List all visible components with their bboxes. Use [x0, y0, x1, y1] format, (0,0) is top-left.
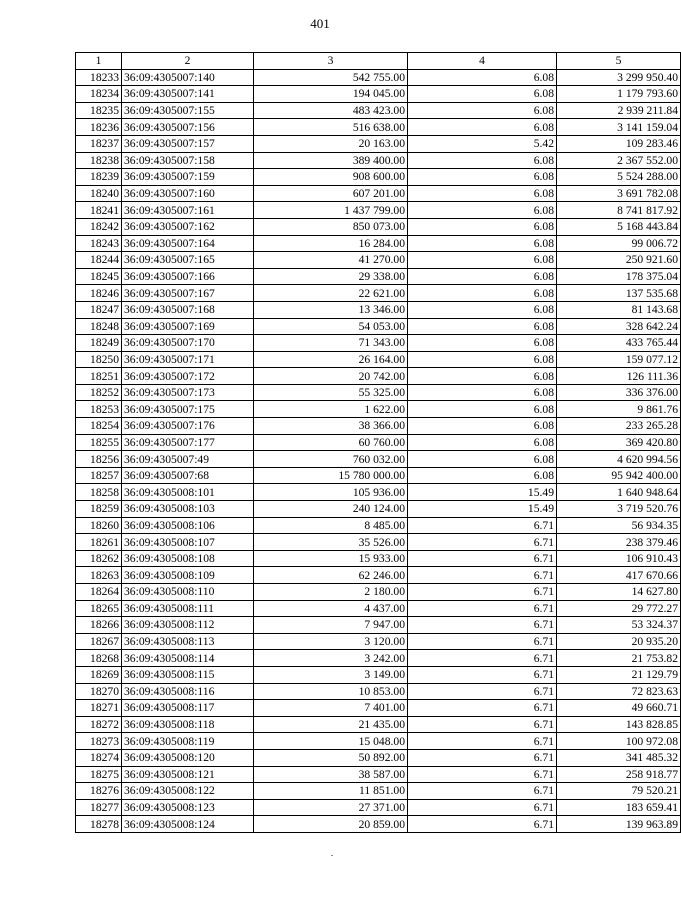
cadastral-number-cell: 36:09:4305007:173	[122, 384, 254, 401]
rate-cell: 6.08	[408, 102, 557, 119]
rate-cell: 6.71	[408, 633, 557, 650]
row-number-cell: 18271	[76, 700, 122, 717]
area-cell: 389 400.00	[254, 152, 408, 169]
area-cell: 13 346.00	[254, 301, 408, 318]
area-cell: 8 485.00	[254, 517, 408, 534]
cadastral-number-cell: 36:09:4305007:157	[122, 135, 254, 152]
cadastral-number-cell: 36:09:4305007:156	[122, 119, 254, 136]
table-row	[76, 567, 681, 584]
table-row	[76, 666, 681, 683]
table-row	[76, 816, 681, 833]
rate-cell: 6.08	[408, 318, 557, 335]
area-cell: 26 164.00	[254, 351, 408, 368]
area-cell: 35 526.00	[254, 534, 408, 551]
area-cell: 1 437 799.00	[254, 202, 408, 219]
row-number-cell: 18259	[76, 501, 122, 518]
value-cell: 258 918.77	[557, 766, 681, 783]
cadastral-number-cell: 36:09:4305007:164	[122, 235, 254, 252]
value-cell: 106 910.43	[557, 550, 681, 567]
cadastral-number-cell: 36:09:4305007:171	[122, 351, 254, 368]
value-cell: 21 129.79	[557, 666, 681, 683]
cadastral-number-cell: 36:09:4305007:165	[122, 252, 254, 269]
table-row	[76, 218, 681, 235]
row-number-cell: 18244	[76, 252, 122, 269]
rate-cell: 6.08	[408, 252, 557, 269]
rate-cell: 6.71	[408, 584, 557, 601]
row-number-cell: 18240	[76, 185, 122, 202]
value-cell: 183 659.41	[557, 799, 681, 816]
cadastral-number-cell: 36:09:4305007:166	[122, 268, 254, 285]
value-cell: 336 376.00	[557, 384, 681, 401]
cadastral-number-cell: 36:09:4305008:120	[122, 749, 254, 766]
rate-cell: 6.71	[408, 783, 557, 800]
table-row	[76, 301, 681, 318]
area-cell: 55 325.00	[254, 384, 408, 401]
table-row	[76, 318, 681, 335]
row-number-cell: 18247	[76, 301, 122, 318]
rate-cell: 6.08	[408, 351, 557, 368]
area-cell: 1 622.00	[254, 401, 408, 418]
row-number-cell: 18253	[76, 401, 122, 418]
value-cell: 139 963.89	[557, 816, 681, 833]
table-row	[76, 683, 681, 700]
cadastral-number-cell: 36:09:4305008:112	[122, 617, 254, 634]
area-cell: 27 371.00	[254, 799, 408, 816]
value-cell: 238 379.46	[557, 534, 681, 551]
table-row	[76, 700, 681, 717]
rate-cell: 6.71	[408, 600, 557, 617]
row-number-cell: 18254	[76, 418, 122, 435]
value-cell: 79 520.21	[557, 783, 681, 800]
row-number-cell: 18274	[76, 749, 122, 766]
cadastral-number-cell: 36:09:4305008:119	[122, 733, 254, 750]
rate-cell: 6.08	[408, 202, 557, 219]
row-number-cell: 18257	[76, 467, 122, 484]
cadastral-number-cell: 36:09:4305008:109	[122, 567, 254, 584]
table-row	[76, 799, 681, 816]
row-number-cell: 18252	[76, 384, 122, 401]
value-cell: 4 620 994.56	[557, 451, 681, 468]
table-row	[76, 235, 681, 252]
rate-cell: 6.08	[408, 268, 557, 285]
table-row	[76, 351, 681, 368]
rate-cell: 6.08	[408, 235, 557, 252]
row-number-cell: 18250	[76, 351, 122, 368]
row-number-cell: 18251	[76, 368, 122, 385]
value-cell: 341 485.32	[557, 749, 681, 766]
cadastral-number-cell: 36:09:4305007:140	[122, 69, 254, 86]
table-row	[76, 185, 681, 202]
area-cell: 38 587.00	[254, 766, 408, 783]
rate-cell: 6.08	[408, 285, 557, 302]
row-number-cell: 18273	[76, 733, 122, 750]
cadastral-number-cell: 36:09:4305008:122	[122, 783, 254, 800]
value-cell: 81 143.68	[557, 301, 681, 318]
row-number-cell: 18261	[76, 534, 122, 551]
table-row	[76, 102, 681, 119]
value-cell: 1 640 948.64	[557, 484, 681, 501]
table-row	[76, 335, 681, 352]
area-cell: 15 048.00	[254, 733, 408, 750]
rate-cell: 15.49	[408, 484, 557, 501]
rate-cell: 6.08	[408, 451, 557, 468]
row-number-cell: 18243	[76, 235, 122, 252]
value-cell: 95 942 400.00	[557, 467, 681, 484]
value-cell: 21 753.82	[557, 650, 681, 667]
value-cell: 5 524 288.00	[557, 169, 681, 186]
area-cell: 15 780 000.00	[254, 467, 408, 484]
row-number-cell: 18238	[76, 152, 122, 169]
table-row	[76, 86, 681, 103]
rate-cell: 6.08	[408, 119, 557, 136]
area-cell: 21 435.00	[254, 716, 408, 733]
value-cell: 8 741 817.92	[557, 202, 681, 219]
cadastral-number-cell: 36:09:4305008:106	[122, 517, 254, 534]
cadastral-number-cell: 36:09:4305007:155	[122, 102, 254, 119]
table-row	[76, 451, 681, 468]
rate-cell: 6.08	[408, 418, 557, 435]
value-cell: 3 299 950.40	[557, 69, 681, 86]
cadastral-number-cell: 36:09:4305007:170	[122, 335, 254, 352]
table-row	[76, 418, 681, 435]
rate-cell: 6.08	[408, 301, 557, 318]
area-cell: 54 053.00	[254, 318, 408, 335]
cadastral-number-cell: 36:09:4305007:169	[122, 318, 254, 335]
rate-cell: 6.71	[408, 683, 557, 700]
row-number-cell: 18268	[76, 650, 122, 667]
row-number-cell: 18260	[76, 517, 122, 534]
area-cell: 16 284.00	[254, 235, 408, 252]
area-cell: 194 045.00	[254, 86, 408, 103]
cadastral-number-cell: 36:09:4305008:116	[122, 683, 254, 700]
row-number-cell: 18272	[76, 716, 122, 733]
header-cell-4: 4	[408, 53, 557, 70]
value-cell: 328 642.24	[557, 318, 681, 335]
value-cell: 72 823.63	[557, 683, 681, 700]
area-cell: 542 755.00	[254, 69, 408, 86]
area-cell: 10 853.00	[254, 683, 408, 700]
rate-cell: 5.42	[408, 135, 557, 152]
data-table	[75, 52, 681, 833]
area-cell: 3 242.00	[254, 650, 408, 667]
table-row	[76, 617, 681, 634]
cadastral-number-cell: 36:09:4305007:141	[122, 86, 254, 103]
area-cell: 15 933.00	[254, 550, 408, 567]
rate-cell: 6.71	[408, 567, 557, 584]
rate-cell: 6.71	[408, 617, 557, 634]
value-cell: 143 828.85	[557, 716, 681, 733]
table-row	[76, 169, 681, 186]
value-cell: 5 168 443.84	[557, 218, 681, 235]
rate-cell: 6.71	[408, 799, 557, 816]
cadastral-number-cell: 36:09:4305008:107	[122, 534, 254, 551]
value-cell: 369 420.80	[557, 434, 681, 451]
table-row	[76, 202, 681, 219]
area-cell: 41 270.00	[254, 252, 408, 269]
value-cell: 2 367 552.00	[557, 152, 681, 169]
row-number-cell: 18262	[76, 550, 122, 567]
cadastral-number-cell: 36:09:4305008:113	[122, 633, 254, 650]
rate-cell: 6.08	[408, 169, 557, 186]
cadastral-number-cell: 36:09:4305008:110	[122, 584, 254, 601]
area-cell: 4 437.00	[254, 600, 408, 617]
area-cell: 483 423.00	[254, 102, 408, 119]
cadastral-number-cell: 36:09:4305007:158	[122, 152, 254, 169]
value-cell: 49 660.71	[557, 700, 681, 717]
table-row	[76, 434, 681, 451]
rate-cell: 6.71	[408, 517, 557, 534]
table-row	[76, 69, 681, 86]
rate-cell: 6.08	[408, 185, 557, 202]
row-number-cell: 18246	[76, 285, 122, 302]
rate-cell: 6.71	[408, 700, 557, 717]
rate-cell: 6.71	[408, 749, 557, 766]
cadastral-number-cell: 36:09:4305007:159	[122, 169, 254, 186]
value-cell: 1 179 793.60	[557, 86, 681, 103]
value-cell: 9 861.76	[557, 401, 681, 418]
area-cell: 850 073.00	[254, 218, 408, 235]
value-cell: 126 111.36	[557, 368, 681, 385]
table-row	[76, 285, 681, 302]
value-cell: 137 535.68	[557, 285, 681, 302]
table-row	[76, 783, 681, 800]
header-row	[76, 53, 681, 70]
row-number-cell: 18239	[76, 169, 122, 186]
table-row	[76, 584, 681, 601]
cadastral-number-cell: 36:09:4305008:114	[122, 650, 254, 667]
row-number-cell: 18248	[76, 318, 122, 335]
area-cell: 29 338.00	[254, 268, 408, 285]
area-cell: 2 180.00	[254, 584, 408, 601]
cadastral-number-cell: 36:09:4305008:108	[122, 550, 254, 567]
row-number-cell: 18255	[76, 434, 122, 451]
header-cell-3: 3	[254, 53, 408, 70]
cadastral-number-cell: 36:09:4305008:123	[122, 799, 254, 816]
cadastral-number-cell: 36:09:4305007:162	[122, 218, 254, 235]
value-cell: 433 765.44	[557, 335, 681, 352]
value-cell: 99 006.72	[557, 235, 681, 252]
cadastral-number-cell: 36:09:4305008:124	[122, 816, 254, 833]
table-row	[76, 733, 681, 750]
row-number-cell: 18245	[76, 268, 122, 285]
rate-cell: 6.71	[408, 733, 557, 750]
header-cell-5: 5	[557, 53, 681, 70]
value-cell: 53 324.37	[557, 617, 681, 634]
table-row	[76, 368, 681, 385]
area-cell: 607 201.00	[254, 185, 408, 202]
row-number-cell: 18236	[76, 119, 122, 136]
table-body	[76, 69, 681, 832]
rate-cell: 6.71	[408, 550, 557, 567]
value-cell: 178 375.04	[557, 268, 681, 285]
rate-cell: 6.71	[408, 816, 557, 833]
value-cell: 159 077.12	[557, 351, 681, 368]
cadastral-number-cell: 36:09:4305008:103	[122, 501, 254, 518]
table-row	[76, 152, 681, 169]
value-cell: 417 670.66	[557, 567, 681, 584]
row-number-cell: 18233	[76, 69, 122, 86]
row-number-cell: 18278	[76, 816, 122, 833]
row-number-cell: 18234	[76, 86, 122, 103]
area-cell: 20 859.00	[254, 816, 408, 833]
page-number: 401	[310, 16, 330, 31]
area-cell: 71 343.00	[254, 335, 408, 352]
cadastral-number-cell: 36:09:4305007:167	[122, 285, 254, 302]
value-cell: 29 772.27	[557, 600, 681, 617]
row-number-cell: 18241	[76, 202, 122, 219]
rate-cell: 6.08	[408, 152, 557, 169]
header-cell-1: 1	[76, 53, 122, 70]
value-cell: 233 265.28	[557, 418, 681, 435]
table-row	[76, 550, 681, 567]
rate-cell: 6.71	[408, 650, 557, 667]
table-row	[76, 501, 681, 518]
area-cell: 62 246.00	[254, 567, 408, 584]
rate-cell: 6.08	[408, 86, 557, 103]
cadastral-number-cell: 36:09:4305007:49	[122, 451, 254, 468]
row-number-cell: 18235	[76, 102, 122, 119]
value-cell: 3 141 159.04	[557, 119, 681, 136]
table-row	[76, 119, 681, 136]
cadastral-number-cell: 36:09:4305008:117	[122, 700, 254, 717]
table-row	[76, 633, 681, 650]
rate-cell: 6.08	[408, 218, 557, 235]
cadastral-number-cell: 36:09:4305008:111	[122, 600, 254, 617]
row-number-cell: 18270	[76, 683, 122, 700]
value-cell: 14 627.80	[557, 584, 681, 601]
area-cell: 20 742.00	[254, 368, 408, 385]
value-cell: 2 939 211.84	[557, 102, 681, 119]
header-cell-2: 2	[122, 53, 254, 70]
table-row	[76, 716, 681, 733]
table-row	[76, 384, 681, 401]
value-cell: 3 719 520.76	[557, 501, 681, 518]
area-cell: 908 600.00	[254, 169, 408, 186]
cadastral-number-cell: 36:09:4305008:115	[122, 666, 254, 683]
area-cell: 11 851.00	[254, 783, 408, 800]
footer-mark	[331, 855, 333, 856]
value-cell: 20 935.20	[557, 633, 681, 650]
row-number-cell: 18276	[76, 783, 122, 800]
table-row	[76, 135, 681, 152]
table-row	[76, 534, 681, 551]
cadastral-number-cell: 36:09:4305007:175	[122, 401, 254, 418]
value-cell: 3 691 782.08	[557, 185, 681, 202]
cadastral-number-cell: 36:09:4305007:161	[122, 202, 254, 219]
area-cell: 38 366.00	[254, 418, 408, 435]
row-number-cell: 18265	[76, 600, 122, 617]
cadastral-number-cell: 36:09:4305007:177	[122, 434, 254, 451]
cadastral-number-cell: 36:09:4305007:160	[122, 185, 254, 202]
table-row	[76, 401, 681, 418]
value-cell: 100 972.08	[557, 733, 681, 750]
rate-cell: 6.08	[408, 401, 557, 418]
table-row	[76, 517, 681, 534]
row-number-cell: 18237	[76, 135, 122, 152]
row-number-cell: 18242	[76, 218, 122, 235]
row-number-cell: 18275	[76, 766, 122, 783]
table-row	[76, 766, 681, 783]
area-cell: 105 936.00	[254, 484, 408, 501]
row-number-cell: 18277	[76, 799, 122, 816]
row-number-cell: 18264	[76, 584, 122, 601]
rate-cell: 6.71	[408, 666, 557, 683]
row-number-cell: 18267	[76, 633, 122, 650]
table-row	[76, 749, 681, 766]
rate-cell: 6.08	[408, 467, 557, 484]
table-row	[76, 268, 681, 285]
area-cell: 240 124.00	[254, 501, 408, 518]
rate-cell: 6.08	[408, 434, 557, 451]
table-row	[76, 484, 681, 501]
rate-cell: 6.08	[408, 69, 557, 86]
cadastral-number-cell: 36:09:4305008:118	[122, 716, 254, 733]
row-number-cell: 18258	[76, 484, 122, 501]
value-cell: 109 283.46	[557, 135, 681, 152]
row-number-cell: 18263	[76, 567, 122, 584]
cadastral-number-cell: 36:09:4305008:121	[122, 766, 254, 783]
rate-cell: 6.08	[408, 384, 557, 401]
area-cell: 20 163.00	[254, 135, 408, 152]
cadastral-number-cell: 36:09:4305008:101	[122, 484, 254, 501]
cadastral-number-cell: 36:09:4305007:68	[122, 467, 254, 484]
area-cell: 22 621.00	[254, 285, 408, 302]
area-cell: 3 149.00	[254, 666, 408, 683]
row-number-cell: 18266	[76, 617, 122, 634]
area-cell: 50 892.00	[254, 749, 408, 766]
rate-cell: 6.71	[408, 534, 557, 551]
table-row	[76, 600, 681, 617]
area-cell: 3 120.00	[254, 633, 408, 650]
table-row	[76, 252, 681, 269]
rate-cell: 15.49	[408, 501, 557, 518]
table-row	[76, 467, 681, 484]
area-cell: 7 947.00	[254, 617, 408, 634]
row-number-cell: 18256	[76, 451, 122, 468]
cadastral-number-cell: 36:09:4305007:176	[122, 418, 254, 435]
value-cell: 56 934.35	[557, 517, 681, 534]
area-cell: 60 760.00	[254, 434, 408, 451]
rate-cell: 6.71	[408, 766, 557, 783]
row-number-cell: 18269	[76, 666, 122, 683]
area-cell: 7 401.00	[254, 700, 408, 717]
cadastral-number-cell: 36:09:4305007:168	[122, 301, 254, 318]
value-cell: 250 921.60	[557, 252, 681, 269]
rate-cell: 6.08	[408, 368, 557, 385]
area-cell: 516 638.00	[254, 119, 408, 136]
row-number-cell: 18249	[76, 335, 122, 352]
area-cell: 760 032.00	[254, 451, 408, 468]
rate-cell: 6.71	[408, 716, 557, 733]
cadastral-number-cell: 36:09:4305007:172	[122, 368, 254, 385]
table-row	[76, 650, 681, 667]
rate-cell: 6.08	[408, 335, 557, 352]
